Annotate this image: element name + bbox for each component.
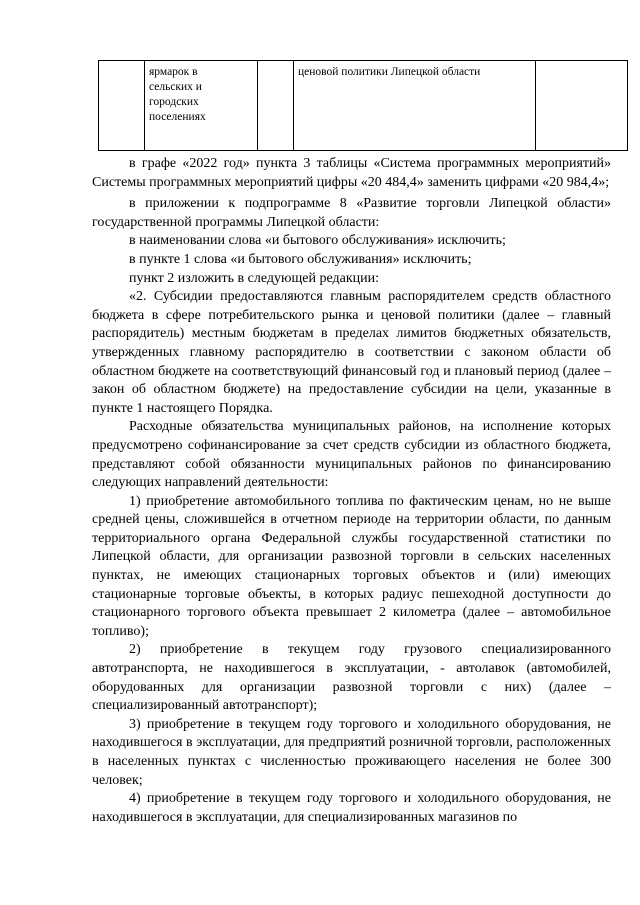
paragraph-list-item-3: 3) приобретение в текущем году торгового и холодильного оборудования, не находившегося в эксплуатации, для предприятий розничной торговли, расположенных в населенных пунктах с численностью проживающего населения не более 300 человек; (92, 716, 611, 788)
paragraph-name-change: в наименовании слова «и бытового обслуживания» исключить; (129, 233, 506, 249)
paragraph-item-1-change: в пункте 1 слова «и бытового обслуживания» исключить; (129, 251, 472, 267)
table-cell-4: ценовой политики Липецкой области (294, 61, 536, 151)
table-cell-2-text: ярмарок в сельских и городских поселениях (149, 66, 206, 123)
table-cell-3 (258, 61, 294, 151)
paragraph-list-item-4: 4) приобретение в текущем году торгового и холодильного оборудования, не находившегося в эксплуатации, для специализированных магазинов по (92, 791, 611, 825)
paragraph-appendix-subprogram-8: в приложении к подпрограмме 8 «Развитие торговли Липецкой области» государственной программы Липецкой области: (92, 196, 611, 230)
table-cell-1 (99, 61, 145, 151)
paragraph-graph-2022: в графе «2022 год» пункта 3 таблицы «Система программных мероприятий» Системы программных мероприятий цифры «20 484,4» заменить цифрами «20 984,4»; (92, 156, 611, 190)
table-cell-5 (536, 61, 628, 151)
table-row (99, 61, 628, 151)
subprogram-table-fragment (98, 60, 628, 151)
paragraph-list-item-2: 2) приобретение в текущем году грузового специализированного автотранспорта, не находившегося в эксплуатации, - автолавок (автомобилей, оборудованных для организации развозной торговли с них) (далее – специализированный автотранспорт); (92, 642, 611, 714)
table-cell-2 (145, 61, 258, 151)
document-body (92, 155, 611, 827)
paragraph-expense-obligations: Расходные обязательства муниципальных районов, на исполнение которых предусмотрено софинансирование за счет средств субсидии из областного бюджета, представляют собой обязанности муниципальных районов по финансированию следующих направлений деятельности: (92, 419, 611, 491)
paragraph-item-2-intro: пункт 2 изложить в следующей редакции: (129, 270, 379, 286)
paragraph-list-item-1: 1) приобретение автомобильного топлива по фактическим ценам, но не выше средней цены, сложившейся в отчетном периоде на территории области, по данным территориального органа Федеральной службы государственной статистики по Липецкой области, для организации развозной торговли в сельских населенных пунктах, не имеющих стационарных торговых объектов и (или) имеющих стационарные торговые объекты, в которых радиус пешеходной доступности до стационарного торгового объекта превышает 2 километра (далее – автомобильное топливо); (92, 493, 611, 639)
paragraph-item-2-subsidies: «2. Субсидии предоставляются главным распорядителем средств областного бюджета в сфере потребительского рынка и ценовой политики (далее – главный распорядитель) местным бюджетам в пределах лимитов бюджетных обязательств, утвержденных главному распорядителю в соответствии с законом области об областном бюджете на соответствующий финансовый год и плановый период (далее – закон об областном бюджете) на предоставление субсидии на цели, указанные в пункте 1 настоящего Порядка. (92, 289, 611, 416)
